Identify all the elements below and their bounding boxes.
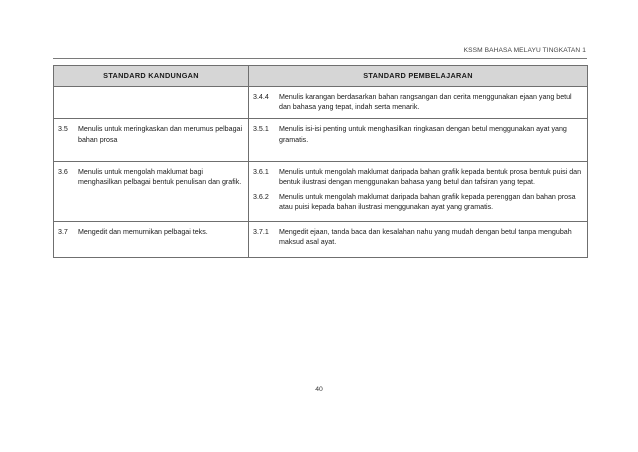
document-header: KSSM BAHASA MELAYU TINGKATAN 1: [463, 47, 586, 54]
table-row: [54, 119, 588, 161]
content-standard-code: 3.5: [58, 125, 68, 134]
page-number: 40: [315, 386, 323, 393]
content-standard-cell: [54, 87, 249, 119]
learning-standard-cell: [249, 221, 588, 257]
learning-standard-code: 3.6.1: [253, 167, 269, 176]
table-row: [54, 161, 588, 221]
learning-standard-code: 3.5.1: [253, 125, 269, 134]
learning-standard-item: [253, 167, 583, 187]
table-row: [54, 87, 588, 119]
standards-table: [53, 65, 588, 258]
header-standard-kandungan: STANDARD KANDUNGAN: [54, 66, 249, 87]
learning-standard-item: [253, 124, 583, 144]
content-standard-text: Menulis untuk mengolah maklumat bagi menghasilkan pelbagai bentuk penulisan dan grafik.: [78, 167, 242, 187]
learning-standard-text: Menulis isi-isi penting untuk menghasilkan ringkasan dengan betul menggunakan ayat yang gramatis.: [279, 125, 567, 144]
content-standard-text: Mengedit dan memurnikan pelbagai teks.: [78, 227, 208, 236]
content-standard-cell: [54, 119, 249, 161]
learning-standard-text: Menulis untuk mengolah maklumat daripada bahan grafik kepada perenggan dan bahan prosa atau puisi kepada bahan ilustrasi menggunakan ayat yang gramatis.: [279, 193, 576, 212]
learning-standard-cell: [249, 119, 588, 161]
content-standard-cell: [54, 161, 249, 221]
learning-standard-item: [253, 92, 583, 112]
learning-standard-code: 3.7.1: [253, 227, 269, 236]
learning-standard-item: [253, 227, 583, 247]
learning-standard-text: Menulis karangan berdasarkan bahan rangsangan dan cerita menggunakan ejaan yang betul dan bahasa yang tepat, indah serta menarik.: [279, 93, 572, 112]
learning-standard-text: Menulis untuk mengolah maklumat daripada bahan grafik kepada bentuk prosa bentuk puisi dan bentuk ilustrasi dengan menggunakan bahasa yang betul dan tafsiran yang tepat.: [279, 167, 582, 187]
learning-standard-code: 3.6.2: [253, 193, 269, 202]
content-standard-code: 3.6: [58, 167, 68, 176]
learning-standard-item: [253, 192, 583, 212]
content-standard-text: Menulis untuk meringkaskan dan merumus pelbagai bahan prosa: [78, 125, 243, 144]
header-standard-pembelajaran: STANDARD PEMBELAJARAN: [249, 66, 588, 87]
table-row: [54, 221, 588, 257]
learning-standard-cell: [249, 87, 588, 119]
content-standard-code: 3.7: [58, 227, 68, 236]
table-header-row: [54, 66, 588, 87]
content-standard-cell: [54, 221, 249, 257]
learning-standard-cell: [249, 161, 588, 221]
learning-standard-text: Mengedit ejaan, tanda baca dan kesalahan nahu yang mudah dengan betul tanpa mengubah maksud asal ayat.: [279, 227, 572, 246]
learning-standard-code: 3.4.4: [253, 93, 269, 101]
header-divider: [53, 58, 587, 59]
